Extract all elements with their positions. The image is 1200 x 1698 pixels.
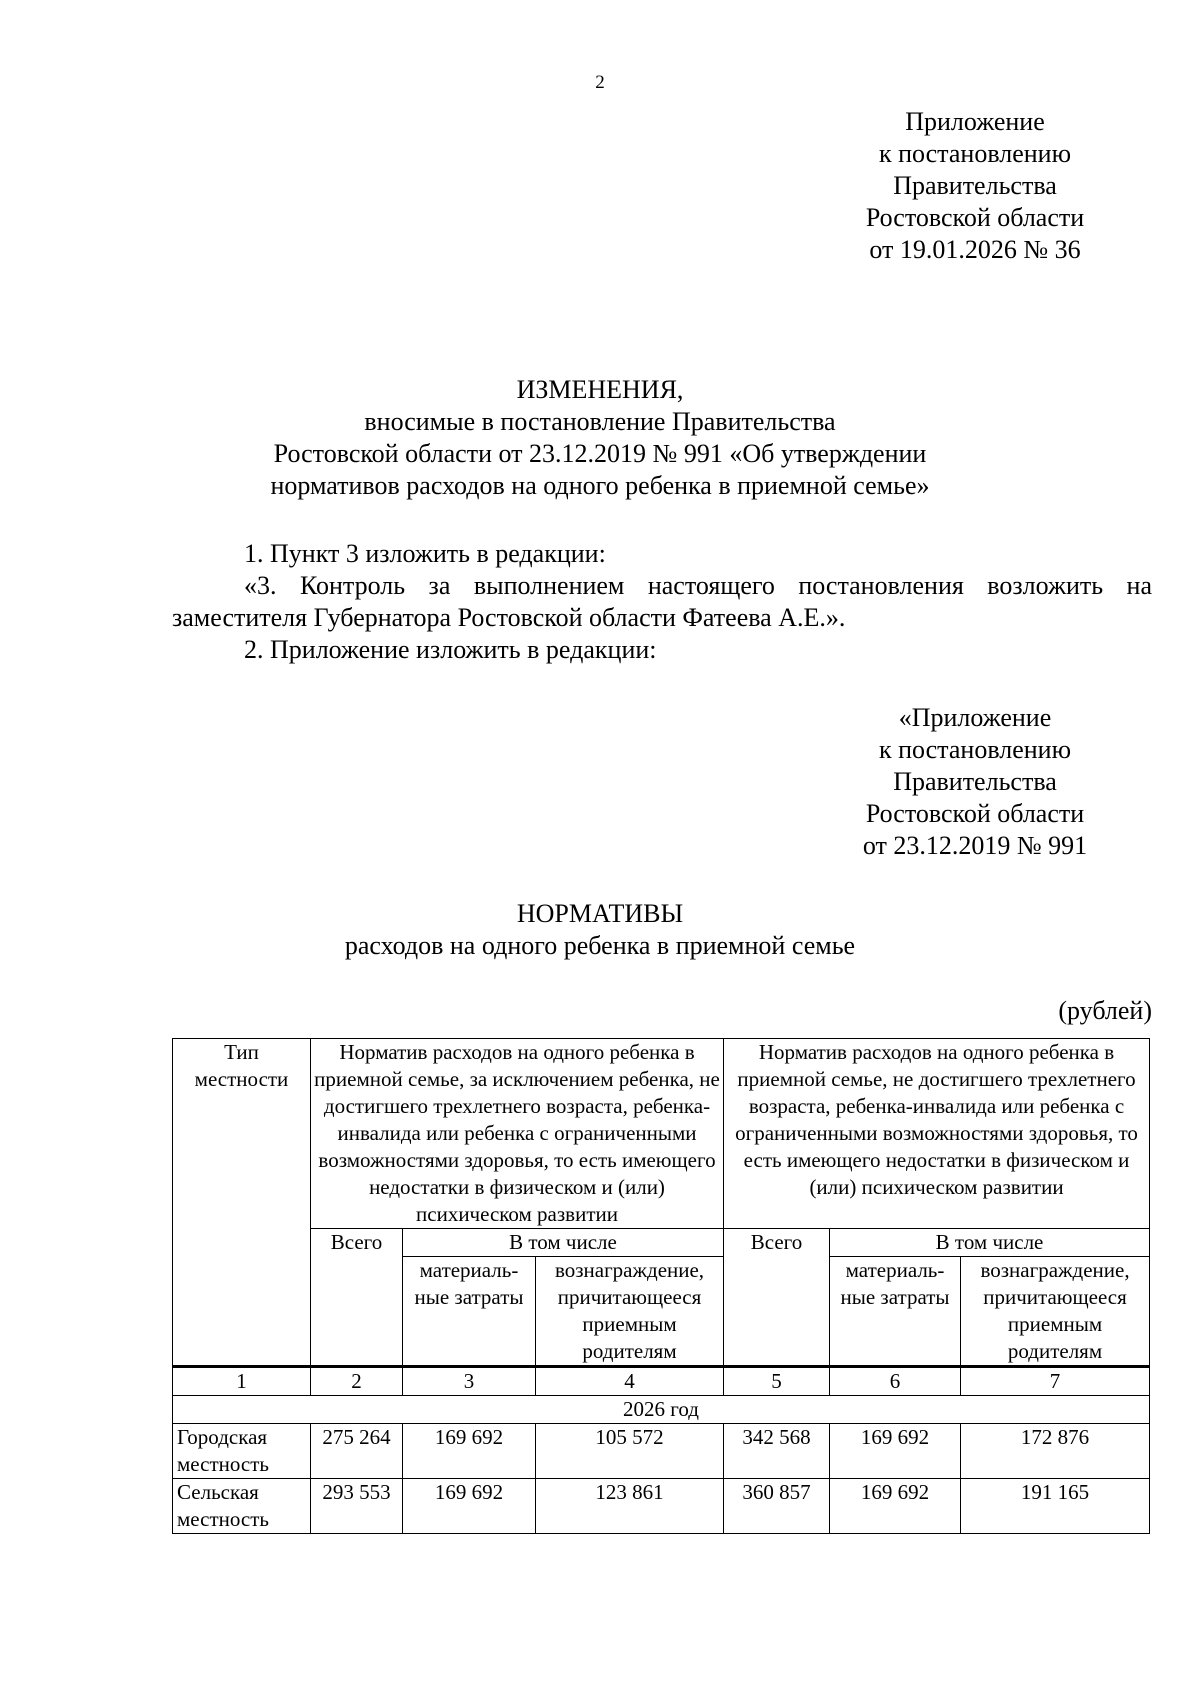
group-2-material-header: материаль-ные затраты (830, 1257, 961, 1367)
norms-heading: НОРМАТИВЫ (516, 899, 684, 928)
inner-appendix-line: от 23.12.2019 № 991 (862, 831, 1088, 860)
appendix-header-line: Ростовской области (865, 203, 1085, 232)
column-number: 2 (311, 1367, 403, 1396)
appendix-header-line: от 19.01.2026 № 36 (869, 235, 1081, 264)
norms-title (0, 898, 1200, 962)
row-value: 169 692 (830, 1479, 961, 1534)
row-value: 172 876 (961, 1424, 1150, 1479)
norms-subtitle: расходов на одного ребенка в приемной семье (344, 931, 856, 960)
row-value: 169 692 (830, 1424, 961, 1479)
group-1-reward-header: вознаграждение, причитающееся приемным родителям (536, 1257, 724, 1367)
year-row (173, 1396, 1150, 1424)
column-number-row (173, 1367, 1150, 1396)
paragraph-1: 1. Пункт 3 изложить в редакции: (244, 539, 606, 568)
table-header-row (173, 1039, 1150, 1229)
table-row (173, 1424, 1150, 1479)
row-type: Городская местность (173, 1424, 311, 1479)
group-2-total-header: Всего (724, 1229, 830, 1367)
changes-heading: ИЗМЕНЕНИЯ, (516, 375, 684, 404)
col-type-header: Тип местности (173, 1039, 311, 1367)
year-label: 2026 год (173, 1396, 1150, 1424)
inner-appendix-line: к постановлению (878, 735, 1072, 764)
row-value: 293 553 (311, 1479, 403, 1534)
units-label: (рублей) (1058, 996, 1152, 1025)
column-number: 6 (830, 1367, 961, 1396)
page-number: 2 (595, 72, 605, 93)
inner-appendix-line: «Приложение (898, 703, 1052, 732)
row-type: Сельская местность (173, 1479, 311, 1534)
group-1-including-header: В том числе (403, 1229, 724, 1257)
group-1-total-header: Всего (311, 1229, 403, 1367)
appendix-header (765, 106, 1185, 266)
row-value: 123 861 (536, 1479, 724, 1534)
appendix-header-line: к постановлению (878, 139, 1072, 168)
appendix-header-line: Правительства (893, 171, 1057, 200)
inner-appendix-line: Ростовской области (865, 799, 1085, 828)
row-value: 169 692 (403, 1424, 536, 1479)
group-1-header: Норматив расходов на одного ребенка в приемной семье, за исключением ребенка, не достигшего трехлетнего возраста, ребенка-инвалида или ребенка с ограниченными возможностями здоровья, то есть имеющего недостатки в физическом и (или) психическом развитии (311, 1039, 724, 1229)
appendix-header-line: Приложение (905, 107, 1045, 136)
norms-table (172, 1038, 1150, 1534)
group-2-including-header: В том числе (830, 1229, 1150, 1257)
row-value: 275 264 (311, 1424, 403, 1479)
paragraph-3: 2. Приложение изложить в редакции: (244, 635, 657, 664)
row-value: 342 568 (724, 1424, 830, 1479)
table-subheader-row (173, 1229, 1150, 1257)
row-value: 360 857 (724, 1479, 830, 1534)
column-number: 4 (536, 1367, 724, 1396)
changes-title-line: Ростовской области от 23.12.2019 № 991 «Об утверждении (273, 439, 927, 468)
inner-appendix-line: Правительства (893, 767, 1057, 796)
paragraph-2: «3. Контроль за выполнением настоящего постановления возложить на заместителя Губернатора Ростовской области Фатеева А.Е.». (172, 571, 1152, 632)
row-value: 105 572 (536, 1424, 724, 1479)
changes-title-line: вносимые в постановление Правительства (364, 407, 836, 436)
column-number: 7 (961, 1367, 1150, 1396)
changes-title-line: нормативов расходов на одного ребенка в приемной семье» (270, 471, 930, 500)
inner-appendix-header (765, 702, 1185, 862)
column-number: 5 (724, 1367, 830, 1396)
changes-title (0, 374, 1200, 502)
group-2-header: Норматив расходов на одного ребенка в приемной семье, не достигшего трехлетнего возраста, ребенка-инвалида или ребенка с ограниченными возможностями здоровья, то есть имеющего недостатки в физическом и (или) психическом развитии (724, 1039, 1150, 1229)
group-2-reward-header: вознаграждение, причитающееся приемным родителям (961, 1257, 1150, 1367)
column-number: 3 (403, 1367, 536, 1396)
row-value: 191 165 (961, 1479, 1150, 1534)
table-row (173, 1479, 1150, 1534)
group-1-material-header: материаль-ные затраты (403, 1257, 536, 1367)
row-value: 169 692 (403, 1479, 536, 1534)
column-number: 1 (173, 1367, 311, 1396)
